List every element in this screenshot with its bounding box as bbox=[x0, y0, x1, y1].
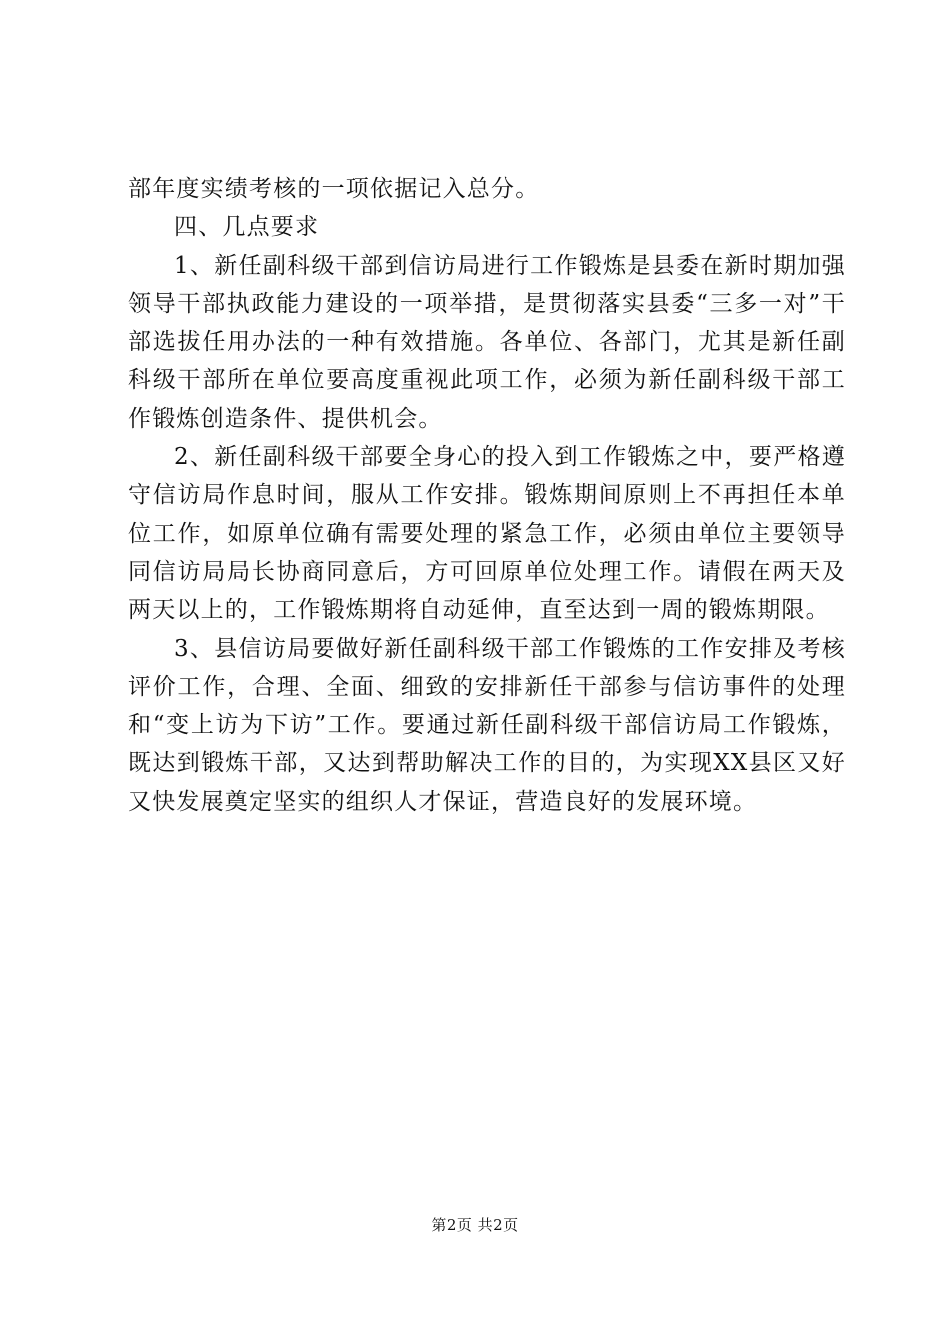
requirement-paragraph-2: 2、新任副科级干部要全身心的投入到工作锻炼之中，要严格遵守信访局作息时间，服从工作安排。锻炼期间原则上不再担任本单位工作，如原单位确有需要处理的紧急工作，必须由单位主要领导同信访局局长协商同意后，方可回原单位处理工作。请假在两天及两天以上的，工作锻炼期将自动延伸，直至达到一周的锻炼期限。 bbox=[128, 444, 846, 624]
paragraph-continuation: 部年度实绩考核的一项依据记入总分。 bbox=[128, 176, 540, 202]
document-body bbox=[128, 170, 846, 821]
requirement-paragraph-3: 3、县信访局要做好新任副科级干部工作锻炼的工作安排及考核评价工作，合理、全面、细致的安排新任干部参与信访事件的处理和“变上访为下访”工作。要通过新任副科级干部信访局工作锻炼，既达到锻炼干部，又达到帮助解决工作的目的，为实现XX县区又好又快发展奠定坚实的组织人才保证，营造良好的发展环境。 bbox=[128, 635, 846, 815]
section-heading: 四、几点要求 bbox=[174, 214, 320, 241]
page-number-footer: 第2页 共2页 bbox=[431, 1216, 519, 1234]
requirement-paragraph-1: 1、新任副科级干部到信访局进行工作锻炼是县委在新时期加强领导干部执政能力建设的一项举措，是贯彻落实县委“三多一对”干部选拔任用办法的一种有效措施。各单位、各部门，尤其是新任副科级干部所在单位要高度重视此项工作，必须为新任副科级干部工作锻炼创造条件、提供机会。 bbox=[128, 252, 846, 432]
